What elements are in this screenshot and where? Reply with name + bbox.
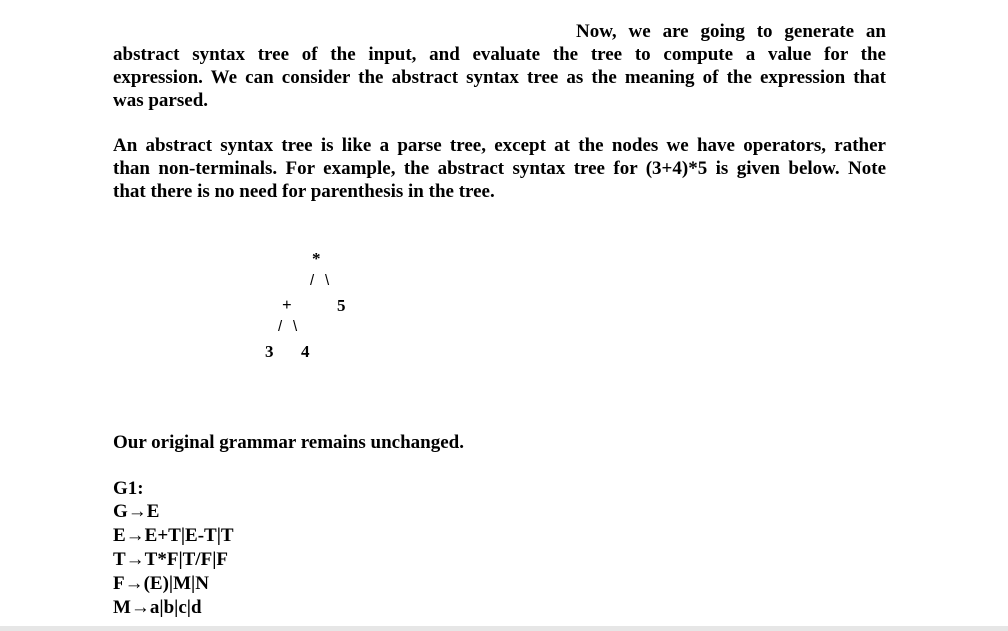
tree-edge-root-right: \ [325,272,330,289]
tree-node-multiply: * [312,249,321,268]
ast-line-3: that there is no need for parenthesis in the tree. [113,181,495,202]
grammar-rule: T→T*F|T/F|F [113,549,228,570]
grammar-title: G1: [113,478,144,499]
grammar-rule: F→(E)|M|N [113,573,209,594]
intro-line-3: expression. We can consider the abstract syntax tree as the meaning of the expression that [113,67,886,88]
viewer-bottom-edge [0,626,1008,631]
grammar-rule: M→a|b|c|d [113,597,202,618]
ast-line-1: An abstract syntax tree is like a parse tree, except at the nodes we have operators, rather [113,135,886,156]
tree-node-plus: + [282,295,292,314]
grammar-rule: E→E+T|E-T|T [113,525,234,546]
intro-line-1: Now, we are going to generate an [576,21,886,42]
intro-line-2: abstract syntax tree of the input, and evaluate the tree to compute a value for the [113,44,886,65]
tree-node-five: 5 [337,296,346,315]
ast-line-2: than non-terminals. For example, the abstract syntax tree for (3+4)*5 is given below. Note [113,158,886,179]
tree-edge-plus-left: / [278,318,283,335]
intro-line-4: was parsed. [113,90,209,111]
grammar-intro-text: Our original grammar remains unchanged. [113,432,464,453]
tree-node-three: 3 [265,342,274,361]
tree-node-four: 4 [301,342,310,361]
grammar-rule: G→E [113,501,160,522]
tree-edge-plus-right: \ [293,318,298,335]
tree-edge-root-left: / [310,272,315,289]
